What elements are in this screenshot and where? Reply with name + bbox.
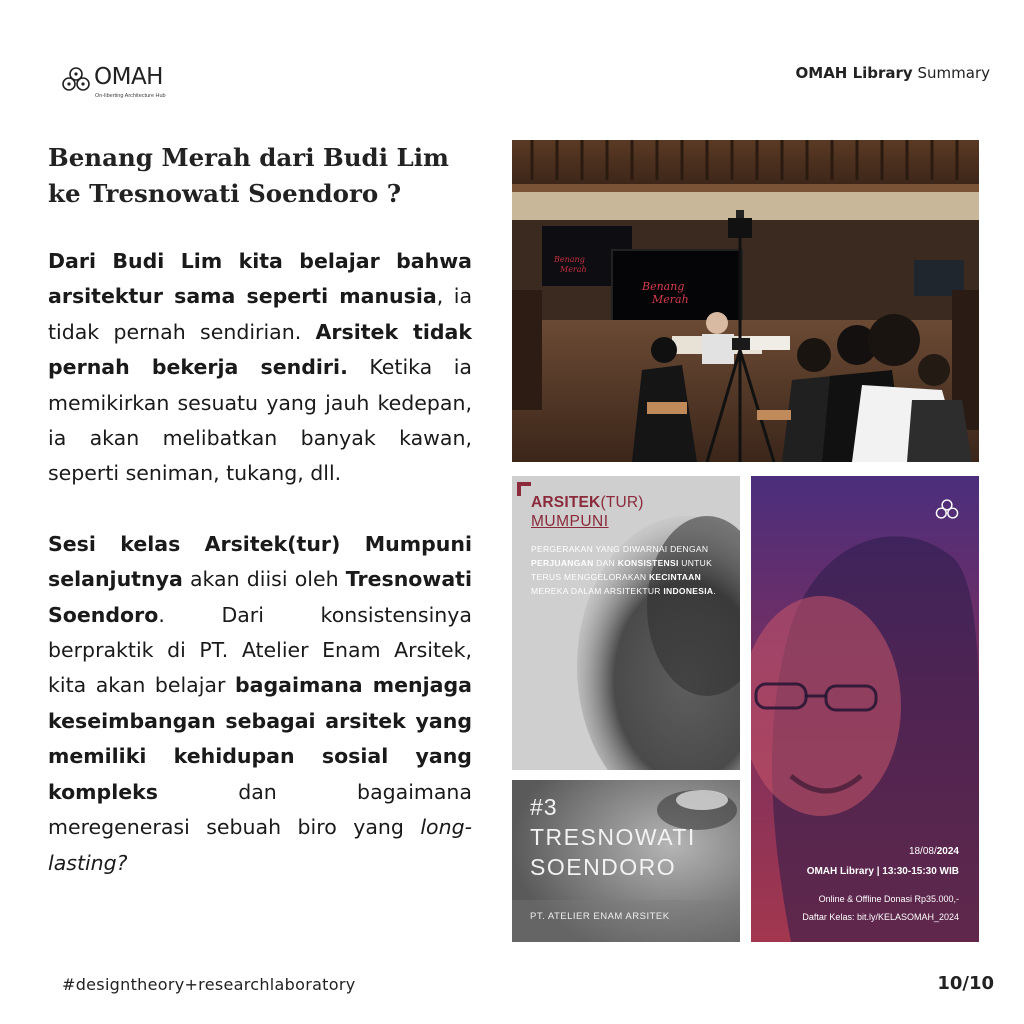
desc-bold-2: KONSISTENSI bbox=[617, 558, 679, 568]
event-photo-illustration bbox=[512, 140, 979, 462]
desc-part-5: . bbox=[713, 586, 716, 596]
p2-text-3: dan bagaimana meregenerasi sebuah biro yang bbox=[48, 779, 472, 840]
omah-logo-icon bbox=[60, 66, 92, 92]
svg-text:Benang: Benang bbox=[554, 255, 585, 264]
desc-bold-3: KECINTAAN bbox=[648, 572, 702, 582]
poster-subtitle: MUMPUNI bbox=[531, 513, 609, 530]
header-label bbox=[796, 64, 990, 82]
poster-title-paren: (TUR) bbox=[600, 494, 644, 511]
date-year: 2024 bbox=[936, 846, 959, 857]
p1-bold-2: Arsitek tidak pernah bekerja sendiri. bbox=[48, 319, 472, 380]
speaker-first-name: TRESNOWATI bbox=[530, 824, 696, 850]
event-photo bbox=[512, 140, 979, 462]
desc-part-2: DAN bbox=[593, 558, 618, 568]
logo-wordmark: OMAH bbox=[94, 64, 163, 90]
desc-part-4: MEREKA DALAM ARSITEKTUR bbox=[531, 586, 664, 596]
corner-bracket bbox=[517, 482, 531, 496]
event-registration: Daftar Kelas: bit.ly/KELASOMAH_2024 bbox=[802, 912, 959, 922]
poster-title-bold: ARSITEK bbox=[531, 494, 601, 511]
body-text bbox=[48, 244, 472, 881]
header-library: OMAH Library bbox=[795, 64, 913, 82]
p2-italic-1: long-lasting? bbox=[48, 815, 472, 875]
screen-text: Benang bbox=[642, 280, 685, 293]
paragraph-2 bbox=[48, 527, 472, 881]
p2-bold-2: Tresnowati Soendoro bbox=[48, 567, 472, 627]
event-date bbox=[909, 846, 959, 857]
poster-arsitektur-mumpuni bbox=[512, 476, 740, 770]
footer-hashtag: #designtheory+researchlaboratory bbox=[62, 975, 356, 994]
desc-part-1: PERGERAKAN YANG DIWARNAI DENGAN bbox=[531, 544, 709, 554]
poster-speaker bbox=[512, 780, 740, 942]
desc-part-3: UNTUK TERUS MENGGELORAKAN bbox=[531, 558, 713, 582]
speaker-firm: PT. ATELIER ENAM ARSITEK bbox=[530, 911, 670, 922]
paragraph-1 bbox=[48, 244, 472, 492]
poster-description bbox=[531, 542, 731, 598]
p2-bold-3: bagaimana menjaga keseimbangan sebagai arsitek yang memiliki kehidupan sosial yang kompleks bbox=[48, 673, 472, 804]
header-section: Summary bbox=[917, 64, 990, 82]
p2-text-1: akan diisi oleh bbox=[182, 567, 346, 592]
svg-text:Merah: Merah bbox=[652, 293, 689, 306]
p1-text-1: , ia tidak pernah sendirian. bbox=[48, 284, 473, 344]
event-venue: OMAH Library | 13:30-15:30 WIB bbox=[806, 866, 959, 877]
omah-logo bbox=[60, 62, 200, 102]
desc-bold-4: INDONESIA bbox=[663, 586, 714, 596]
event-donation: Online & Offline Donasi Rp35.000,- bbox=[818, 894, 959, 904]
poster-event-details bbox=[751, 476, 979, 942]
desc-bold-1: PERJUANGAN bbox=[531, 558, 594, 568]
session-number: #3 bbox=[530, 794, 558, 820]
p1-text-2: Ketika ia memikirkan sesuatu yang jauh kedepan, ia akan melibatkan banyak kawan, seperti seniman, tukang, dll. bbox=[48, 355, 472, 486]
title-line-1: Benang Merah dari Budi Lim bbox=[48, 143, 449, 172]
speaker-last-name: SOENDORO bbox=[530, 854, 677, 880]
p2-text-2: . Dari konsistensinya berpraktik di PT. Atelier Enam Arsitek, kita akan belajar bbox=[48, 602, 472, 698]
p1-bold-1: Dari Budi Lim kita belajar bahwa arsitektur sama seperti manusia bbox=[48, 249, 472, 309]
page-number: 10/10 bbox=[937, 973, 994, 994]
svg-text:Merah: Merah bbox=[560, 265, 587, 274]
date-prefix: 18/08/ bbox=[908, 846, 937, 857]
logo-tagline: On-liberting Architecture Hub bbox=[95, 93, 166, 99]
page-title bbox=[48, 140, 498, 212]
poster-title bbox=[531, 494, 644, 512]
p2-bold-1: Sesi kelas Arsitek(tur) Mumpuni selanjutnya bbox=[48, 531, 472, 592]
omah-mark-icon bbox=[934, 498, 960, 520]
title-line-2: ke Tresnowati Soendoro ? bbox=[48, 179, 402, 208]
